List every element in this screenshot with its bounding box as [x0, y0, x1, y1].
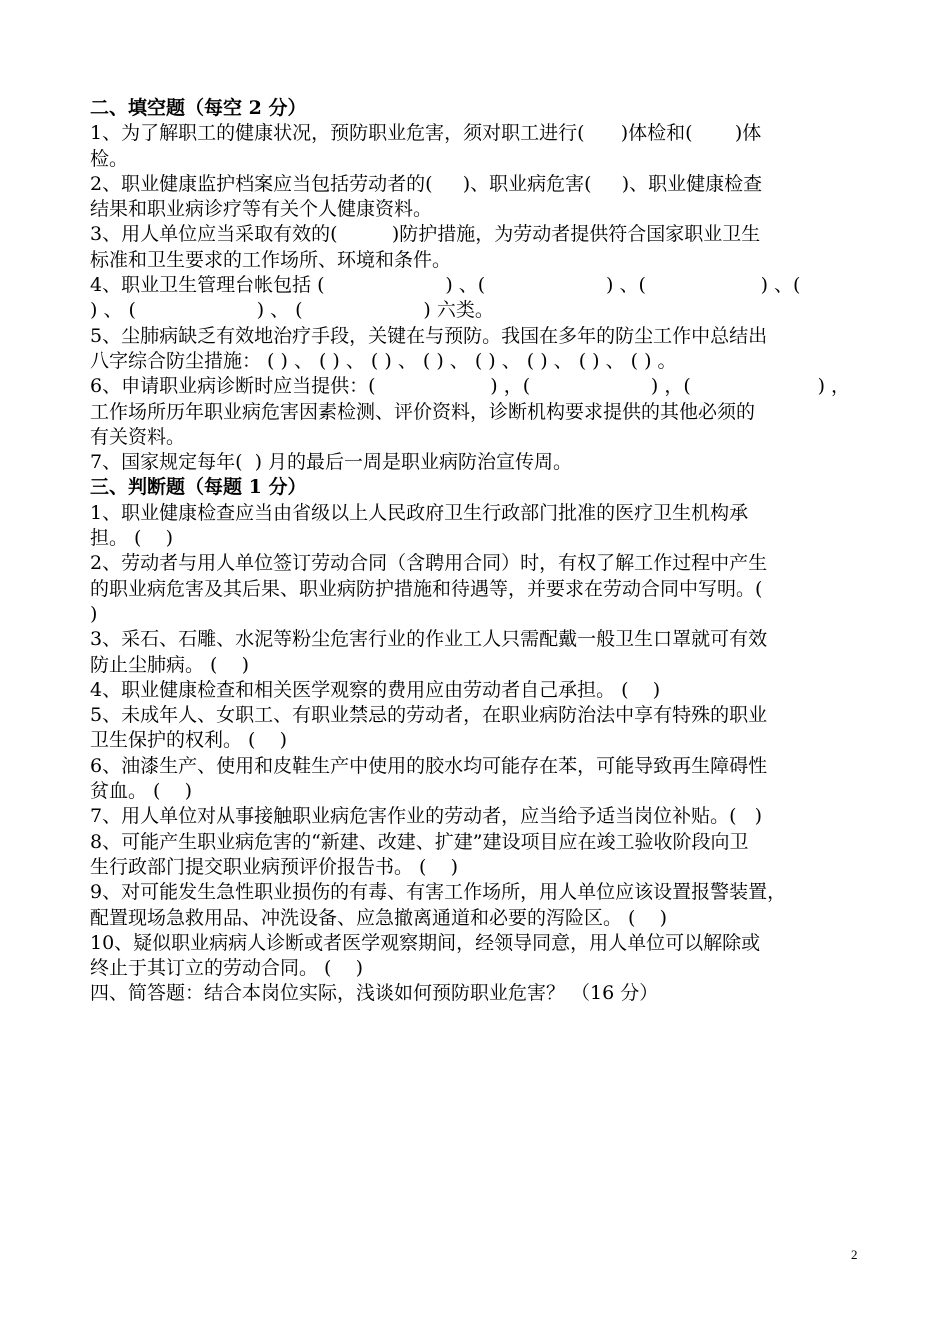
true-false-heading: 三、判断题（每题 1 分）	[90, 476, 307, 499]
true-false-line: 1、职业健康检查应当由省级以上人民政府卫生行政部门批准的医疗卫生机构承	[90, 501, 749, 524]
true-false-line: 终止于其订立的劳动合同。 ( )	[90, 957, 364, 980]
true-false-line: 6、油漆生产、使用和皮鞋生产中使用的胶水均可能存在苯，可能导致再生障碍性	[90, 754, 768, 777]
fill-blank-line: 2、职业健康监护档案应当包括劳动者的( )、职业病危害( )、职业健康检查	[90, 172, 763, 195]
true-false-line: 10、疑似职业病病人诊断或者医学观察期间，经领导同意，用人单位可以解除或	[90, 931, 761, 954]
fill-blank-line: 结果和职业病诊疗等有关个人健康资料。	[90, 198, 433, 221]
true-false-line: 2、劳动者与用人单位签订劳动合同（含聘用合同）时，有权了解工作过程中产生	[90, 552, 768, 575]
fill-blank-line: 1、为了解职工的健康状况，预防职业危害，须对职工进行( )体检和( )体	[90, 122, 762, 145]
true-false-line: 防止尘肺病。 ( )	[90, 653, 250, 676]
fill-blank-line: 标准和卫生要求的工作场所、环境和条件。	[90, 248, 452, 271]
true-false-line: 配置现场急救用品、冲洗设备、应急撤离通道和必要的泻险区。 ( )	[90, 906, 668, 929]
document-page	[90, 96, 865, 1007]
true-false-line: 生行政部门提交职业病预评价报告书。 ( )	[90, 855, 459, 878]
short-answer-question: 四、简答题：结合本岗位实际，浅谈如何预防职业危害？ （16 分）	[90, 982, 659, 1005]
fill-blank-line: 有关资料。	[90, 425, 186, 448]
true-false-line: 4、职业健康检查和相关医学观察的费用应由劳动者自己承担。 ( )	[90, 678, 661, 701]
fill-blank-line: 4、职业卫生管理台帐包括 ( ) 、( ) 、( ) 、(	[90, 274, 801, 297]
true-false-line: 卫生保护的权利。 ( )	[90, 729, 288, 752]
true-false-line: 8、可能产生职业病危害的“新建、改建、扩建”建设项目应在竣工验收阶段向卫	[90, 830, 749, 853]
true-false-line: 9、对可能发生急性职业损伤的有毒、有害工作场所，用人单位应该设置报警装置，	[90, 881, 787, 904]
true-false-line: 贫血。 ( )	[90, 780, 193, 803]
true-false-line: 7、用人单位对从事接触职业病危害作业的劳动者，应当给予适当岗位补贴。( )	[90, 805, 763, 828]
fill-blank-line: 3、用人单位应当采取有效的( )防护措施，为劳动者提供符合国家职业卫生	[90, 223, 761, 246]
true-false-line: 3、采石、石雕、水泥等粉尘危害行业的作业工人只需配戴一般卫生口罩就可有效	[90, 628, 768, 651]
true-false-line: 的职业病危害及其后果、职业病防护措施和待遇等，并要求在劳动合同中写明。(	[90, 577, 763, 600]
fill-blank-line: 检。	[90, 147, 129, 170]
fill-blank-line: 工作场所历年职业病危害因素检测、评价资料，诊断机构要求提供的其他必须的	[90, 400, 756, 423]
fill-blank-line: 5、尘肺病缺乏有效地治疗手段，关键在与预防。我国在多年的防尘工作中总结出	[90, 324, 768, 347]
fill-blank-line: ) 、 ( ) 、 ( ) 六类。	[90, 299, 494, 322]
fill-blank-line: 6、申请职业病诊断时应当提供：( ) ，( ) ，( ) ，	[90, 375, 851, 398]
true-false-line: 担。 ( )	[90, 527, 174, 550]
true-false-line: )	[90, 602, 98, 625]
true-false-line: 5、未成年人、女职工、有职业禁忌的劳动者，在职业病防治法中享有特殊的职业	[90, 704, 768, 727]
fill-blank-line: 八字综合防尘措施： ( ) 、 ( ) 、 ( ) 、 ( ) 、 ( ) 、 ( ) 、 ( ) 、 ( ) 。	[90, 349, 677, 372]
fill-blank-line: 7、国家规定每年( ) 月的最后一周是职业病防治宣传周。	[90, 451, 573, 474]
fill-blank-heading: 二、填空题（每空 2 分）	[90, 97, 307, 119]
page-number: 2	[851, 1247, 858, 1262]
